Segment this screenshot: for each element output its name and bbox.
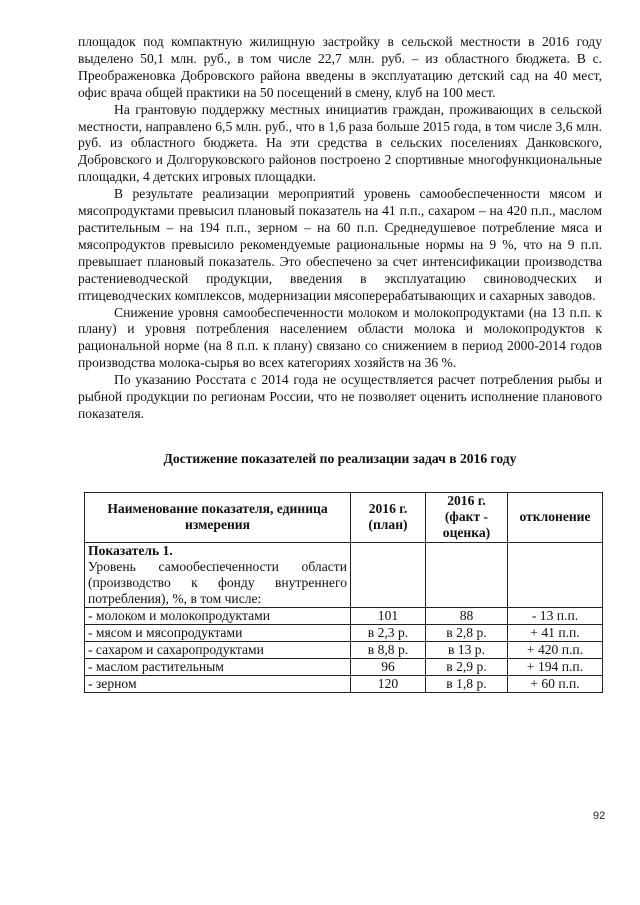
row-deviation: + 60 п.п. [508,675,603,692]
paragraph-continuation: площадок под компактную жилищную застройку в сельской местности в 2016 году выделено 50,1 млн. руб., в том числе 22,7 млн. руб. – из областного бюджета. В с. Преображеновка Добровского района введены в эксплуатацию детский сад на 40 мест, офис врача общей практики на 50 посещений в смену, клуб на 100 мест. [78,34,602,100]
row-plan: в 2,3 р. [351,624,426,641]
paragraph-milk-decline: Снижение уровня самообеспеченности молоком и молокопродуктами (на 13 п.п. к плану) и уровня потребления населением области молока и молокопродуктов к рациональной норме (на 8 п.п. к плану) связано со снижением в период 2000-2014 годов производства молока-сырья во всех категориях хозяйств на 36 %. [78,304,602,371]
header-plan: 2016 г. (план) [351,492,426,542]
indicator-plan-empty [351,542,426,607]
header-deviation: отклонение [508,492,603,542]
header-fact: 2016 г. (факт - оценка) [426,492,508,542]
row-plan: в 8,8 р. [351,641,426,658]
table-row [85,641,603,658]
row-fact: 88 [426,607,508,624]
page-number: 92 [593,810,606,822]
table-row [85,624,603,641]
row-fact: в 2,9 р. [426,658,508,675]
row-fact: в 2,8 р. [426,624,508,641]
row-fact: в 1,8 р. [426,675,508,692]
indicators-table [84,492,603,693]
indicator-deviation-empty [508,542,603,607]
row-fact: в 13 р. [426,641,508,658]
indicator-cell [85,542,351,607]
row-deviation: + 41 п.п. [508,624,603,641]
row-deviation: - 13 п.п. [508,607,603,624]
row-name: - сахаром и сахаропродуктами [85,641,351,658]
row-plan: 96 [351,658,426,675]
indicator-description: Уровень самообеспеченности области (производство к фонду внутреннего потребления), %, в том числе: [88,558,347,606]
row-name: - молоком и молокопродуктами [85,607,351,624]
indicator-title: Показатель 1. [88,542,173,558]
table-header-row [85,492,603,542]
row-name: - мясом и мясопродуктами [85,624,351,641]
document-page [78,34,602,693]
table-row [85,658,603,675]
header-name: Наименование показателя, единица измерения [85,492,351,542]
row-name: - маслом растительным [85,658,351,675]
indicator-row [85,542,603,607]
row-plan: 120 [351,675,426,692]
table-row [85,675,603,692]
paragraph-results: В результате реализации мероприятий уровень самообеспеченности мясом и мясопродуктами превысил плановый показатель на 41 п.п., сахаром – на 420 п.п., маслом растительным – на 194 п.п., зерном – на 60 п.п. Среднедушевое потребление мяса и мясопродуктов превысило рекомендуемые рациональные нормы на 9 %, что на 9 п.п. превышает плановый показатель. Это обеспечено за счет интенсификации производства растениеводческой продукции, введения в эксплуатацию свиноводческих и птицеводческих комплексов, модернизации мясоперерабатывающих и сахарных заводов. [78,186,602,303]
row-name: - зерном [85,675,351,692]
table-title: Достижение показателей по реализации задач в 2016 году [163,450,517,466]
row-deviation: + 194 п.п. [508,658,603,675]
table-row [85,607,603,624]
row-plan: 101 [351,607,426,624]
indicator-fact-empty [426,542,508,607]
row-deviation: + 420 п.п. [508,641,603,658]
paragraph-grant-support: На грантовую поддержку местных инициатив граждан, проживающих в сельской местности, направлено 6,5 млн. руб., что в 1,6 раза больше 2015 года, в том числе 3,6 млн. руб. из областного бюджета. На эти средства в сельских поселениях Данковского, Добровского и Долгоруковского районов построено 2 спортивные многофункциональные площадки, 4 детских игровых площадки. [78,101,602,185]
paragraph-rosstat: По указанию Росстата с 2014 года не осуществляется расчет потребления рыбы и рыбной продукции по регионам России, что не позволяет оценить исполнение планового показателя. [78,372,602,421]
